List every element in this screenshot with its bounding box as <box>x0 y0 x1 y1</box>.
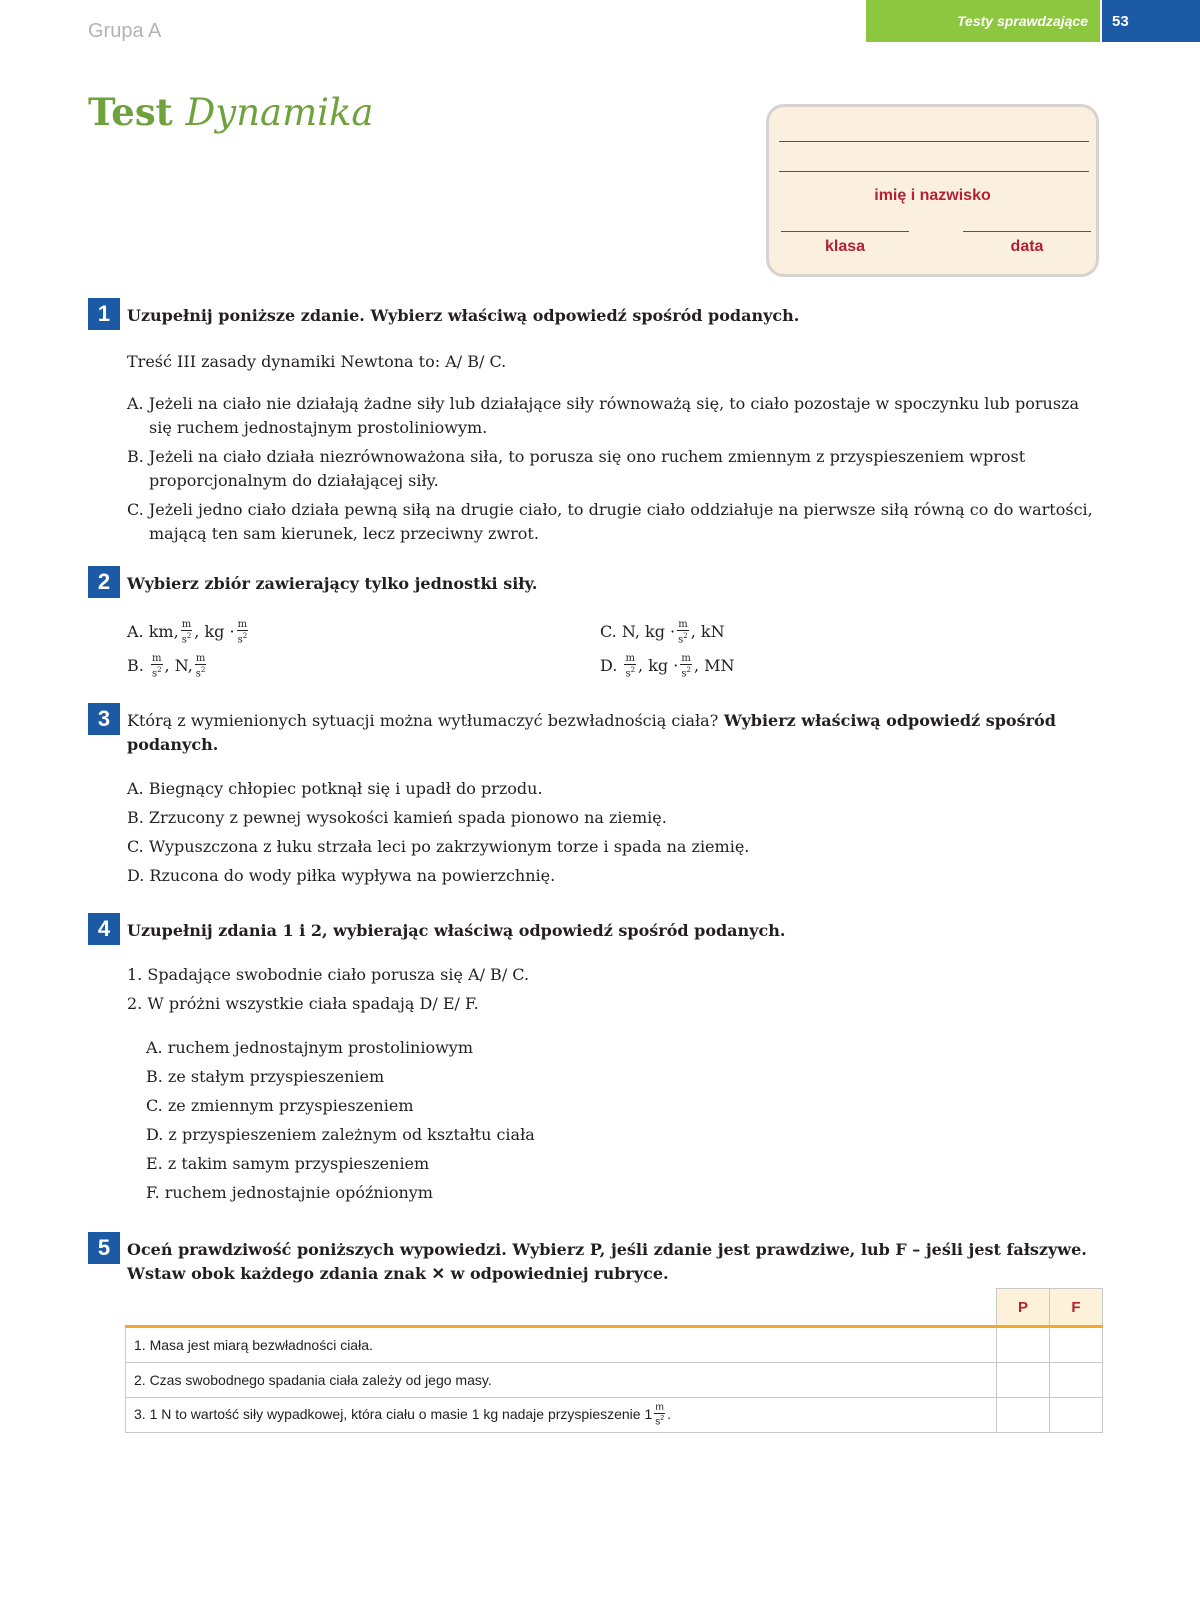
date-line[interactable] <box>963 231 1091 232</box>
section-banner <box>866 0 1100 42</box>
title-subject: Dynamika <box>185 91 374 134</box>
class-line[interactable] <box>781 231 909 232</box>
question-2-option-d[interactable] <box>600 654 1080 679</box>
question-2-option-b[interactable] <box>127 654 597 679</box>
statement-2-f-cell[interactable] <box>1050 1363 1103 1398</box>
unit-m-per-s2: $\frac{m}{s^2}$ <box>625 653 636 680</box>
option-d-text-2: , MN <box>693 656 735 676</box>
question-4-option-e[interactable]: E. z takim samym przyspieszeniem <box>146 1154 430 1173</box>
question-3-command: Wybierz właściwą odpowiedź spośród podanych. <box>127 711 1056 754</box>
column-p-header: P <box>997 1289 1050 1327</box>
unit-m-per-s2: $\frac{m}{s^2}$ <box>181 619 192 646</box>
table-row <box>126 1363 1103 1398</box>
unit-m-per-s2: $\frac{m}{s^2}$ <box>195 653 206 680</box>
page-number: 53 <box>1112 13 1129 30</box>
page-title <box>88 90 374 134</box>
question-5-instruction-1: Oceń prawdziwość poniższych wypowiedzi. Wybierz P, jeśli zdanie jest prawdziwe, lub F – jeśli jest fałszywe. Wstaw obok każdego zdania znak <box>127 1240 1087 1283</box>
student-info-box <box>766 104 1099 277</box>
group-label: Grupa A <box>88 20 162 42</box>
table-row <box>126 1327 1103 1363</box>
option-c-text-2: , kN <box>690 622 725 642</box>
option-c-label: C. <box>600 622 617 642</box>
question-2-option-a[interactable] <box>127 620 597 645</box>
statement-3-p-cell[interactable] <box>997 1398 1050 1433</box>
unit-m-per-s2: $\frac{m}{s^2}$ <box>678 619 688 646</box>
question-4-option-a[interactable]: A. ruchem jednostajnym prostoliniowym <box>146 1038 474 1057</box>
question-4-option-b[interactable]: B. ze stałym przyspieszeniem <box>146 1067 385 1086</box>
option-d-text-1: , kg · <box>638 656 679 676</box>
unit-m-per-s2: $\frac{m}{s^2}$ <box>151 653 162 680</box>
option-a-label: A. <box>127 622 144 642</box>
table-row <box>126 1398 1103 1433</box>
header-spacer <box>126 1289 997 1327</box>
question-4-option-d[interactable]: D. z przyspieszeniem zależnym od kształtu ciała <box>146 1125 535 1144</box>
question-1-instruction: Uzupełnij poniższe zdanie. Wybierz właściwą odpowiedź spośród podanych. <box>127 306 800 325</box>
question-4-instruction: Uzupełnij zdania 1 i 2, wybierając właściwą odpowiedź spośród podanych. <box>127 921 786 940</box>
question-1-option-b[interactable]: B. Jeżeli na ciało działa niezrównoważona siła, to porusza się ono ruchem zmiennym z przyspieszeniem wprost proporcjonalnym do działającej siły. <box>127 447 1026 490</box>
section-title: Testy sprawdzające <box>957 13 1088 29</box>
question-2-instruction: Wybierz zbiór zawierający tylko jednostki siły. <box>127 574 538 593</box>
question-4-sentence-1: 1. Spadające swobodnie ciało porusza się A/ B/ C. <box>127 965 530 984</box>
statement-3-f-cell[interactable] <box>1050 1398 1103 1433</box>
question-4-option-c[interactable]: C. ze zmiennym przyspieszeniem <box>146 1096 414 1115</box>
statement-2: 2. Czas swobodnego spadania ciała zależy od jego masy. <box>126 1363 997 1398</box>
unit-m-per-s2: $\frac{m}{s^2}$ <box>681 653 691 680</box>
statement-2-p-cell[interactable] <box>997 1363 1050 1398</box>
question-4-sentence-2: 2. W próżni wszystkie ciała spadają D/ E/ F. <box>127 994 479 1013</box>
unit-m-per-s2: $\frac{m}{s^2}$ <box>237 619 248 646</box>
question-1-option-a[interactable]: A. Jeżeli na ciało nie działają żadne siły lub działające siły równoważą się, to ciało pozostaje w spoczynku lub porusza się ruchem jednostajnym prostoliniowym. <box>127 394 1079 437</box>
statement-1: 1. Masa jest miarą bezwładności ciała. <box>126 1327 997 1363</box>
question-3-option-d[interactable]: D. Rzucona do wody piłka wypływa na powierzchnię. <box>127 866 556 885</box>
option-d-label: D. <box>600 656 618 676</box>
option-c-text-1: N, kg · <box>621 622 676 642</box>
name-line-2[interactable] <box>779 171 1089 172</box>
question-2-option-c[interactable] <box>600 620 1080 645</box>
name-line-1[interactable] <box>779 141 1089 142</box>
question-5-number: 5 <box>88 1232 120 1264</box>
question-5-instruction-2: w odpowiedniej rubryce. <box>450 1264 669 1283</box>
option-a-text-2: , kg · <box>194 622 235 642</box>
question-4-number: 4 <box>88 913 120 945</box>
column-f-header: F <box>1050 1289 1103 1327</box>
statement-3 <box>126 1398 997 1433</box>
question-1-option-c[interactable]: C. Jeżeli jedno ciało działa pewną siłą na drugie ciało, to drugie ciało oddziałuje na pierwsze siłą równą co do wartości, mającą ten sam kierunek, lecz przeciwny zwrot. <box>127 500 1093 543</box>
page-number-badge <box>1102 0 1200 42</box>
true-false-table <box>125 1288 1103 1433</box>
x-mark-icon: ✕ <box>431 1264 446 1283</box>
statement-3-text: 3. 1 N to wartość siły wypadkowej, która ciału o masie 1 kg nadaje przyspieszenie 1 <box>134 1405 653 1422</box>
question-5-instruction <box>127 1238 1105 1286</box>
question-1-stem: Treść III zasady dynamiki Newtona to: A/ B/ C. <box>127 352 507 371</box>
option-a-text-1: km, <box>148 622 179 642</box>
question-3-option-c[interactable]: C. Wypuszczona z łuku strzała leci po zakrzywionym torze i spada na ziemię. <box>127 837 750 856</box>
class-label: klasa <box>824 238 866 255</box>
statement-1-f-cell[interactable] <box>1050 1327 1103 1363</box>
question-4-option-f[interactable]: F. ruchem jednostajnie opóźnionym <box>146 1183 433 1202</box>
question-3-option-b[interactable]: B. Zrzucony z pewnej wysokości kamień spada pionowo na ziemię. <box>127 808 667 827</box>
statement-1-p-cell[interactable] <box>997 1327 1050 1363</box>
question-3-option-a[interactable]: A. Biegnący chłopiec potknął się i upadł do przodu. <box>127 779 543 798</box>
statement-3-end: . <box>667 1405 672 1422</box>
title-prefix: Test <box>88 90 173 134</box>
question-1-number: 1 <box>88 298 120 330</box>
question-3-instruction <box>127 709 1105 757</box>
name-label: imię i nazwisko <box>874 187 991 204</box>
question-3-text: Którą z wymienionych sytuacji można wytłumaczyć bezwładnością ciała? <box>127 711 719 730</box>
question-3-number: 3 <box>88 703 120 735</box>
unit-m-per-s2: $\frac{m}{s^2}$ <box>655 1401 665 1428</box>
option-b-text-1: , N, <box>164 656 193 676</box>
question-2-number: 2 <box>88 566 120 598</box>
date-label: data <box>1010 238 1044 255</box>
table-header-row <box>126 1289 1103 1327</box>
option-b-label: B. <box>127 656 144 676</box>
